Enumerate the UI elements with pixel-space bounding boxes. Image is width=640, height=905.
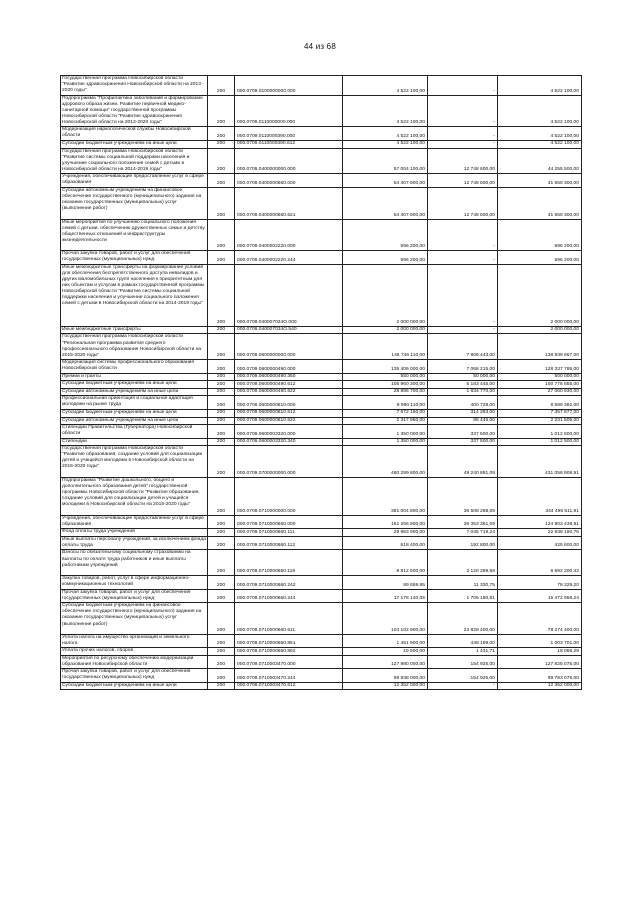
admin-code-cell: 200 [208,174,235,188]
row-name-cell: Иные межбюджетные трансферты [61,326,208,334]
approved-amount-cell: 105 960 300,00 [343,381,428,389]
approved-amount-cell: 1 350 000,00 [343,438,428,446]
executed-amount-cell: 400 728,00 [428,396,498,410]
row-name-cell: Профессиональная ориентация и социальная адаптация молодежи на рынке труда [61,396,208,410]
executed-amount-cell: - [428,219,498,251]
row-name-cell: Закупка товаров, работ, услуг в сфере информационно-коммуникационных технологий [61,576,208,590]
admin-code-cell: 200 [208,127,235,141]
budget-table [60,75,582,690]
budget-classification-code-cell: 000.0709.0600000810.000 [235,396,343,410]
budget-classification-code-cell: 000.0709.0600003320.000 [235,425,343,439]
executed-amount-cell: 86 445,00 [428,417,498,425]
row-name-cell: Иные выплаты персоналу учреждений, за исключением фонда оплаты труда [61,536,208,550]
admin-code-cell: 200 [208,396,235,410]
row-name-cell: Субсидии бюджетным учреждениям на иные цели [61,682,208,690]
approved-amount-cell: 161 256 800,00 [343,515,428,529]
remaining-amount-cell: 100 776 855,00 [498,381,582,389]
budget-classification-code-cell: 000.0709.0710003470.612 [235,682,343,690]
remaining-amount-cell: 124 903 438,91 [498,515,582,529]
executed-amount-cell: 36 508 288,09 [428,477,498,515]
budget-classification-code-cell: 000.0709.0400000660.000 [235,174,343,188]
remaining-amount-cell: 78 274 400,00 [498,603,582,635]
row-name-cell: Учреждения, обеспечивающие предоставление услуг в сфере образования [61,174,208,188]
executed-amount-cell: 337 500,00 [428,438,498,446]
remaining-amount-cell: 15 472 959,24 [498,589,582,603]
approved-amount-cell: 2 317 950,00 [343,417,428,425]
executed-amount-cell: 1 834 770,00 [428,388,498,396]
table-row [61,219,582,251]
row-name-cell: Подпрограмма "Профилактика заболеваний и формирование здорового образа жизни. Развитие первичной медико-санитарной помощи" государственной программы Новосибирской области "Развитие здравоохранения Новосибирской области на 2013-2020 годы" [61,95,208,127]
admin-code-cell: 200 [208,477,235,515]
remaining-amount-cell: 431 058 908,91 [498,446,582,478]
remaining-amount-cell: 1 003 701,00 [498,635,582,648]
table-row [61,529,582,537]
row-name-cell: Субсидии автономным учреждениям на иные цели [61,417,208,425]
admin-code-cell: 200 [208,589,235,603]
remaining-amount-cell: 41 659 300,00 [498,174,582,188]
executed-amount-cell: 2 120 299,58 [428,550,498,576]
approved-amount-cell: 381 004 800,00 [343,477,428,515]
row-name-cell: Уплата налога на имущество организаций и земельного налога [61,635,208,648]
row-name-cell: Модернизация системы профессионального образования Новосибирской области [61,360,208,374]
executed-amount-cell: 314 283,00 [428,409,498,417]
row-name-cell: Модернизация наркологической службы Новосибирской области [61,127,208,141]
table-row [61,409,582,417]
table-row [61,635,582,648]
approved-amount-cell: 2 000 000,00 [343,326,428,334]
row-name-cell: Мероприятия по ресурсному обеспечению модернизации образования Новосибирской области [61,655,208,669]
admin-code-cell: 200 [208,251,235,265]
admin-code-cell: 200 [208,529,235,537]
remaining-amount-cell: 128 337 785,00 [498,360,582,374]
budget-classification-code-cell: 000.0709.0600000490.622 [235,388,343,396]
row-name-cell: Субсидии автономным учреждениям на финансовое обеспечение государственного (муниципального) задания на оказание государственных (муниципальных) услуг (выполнение работ) [61,187,208,219]
admin-code-cell: 200 [208,334,235,360]
executed-amount-cell: 24 828 400,00 [428,603,498,635]
remaining-amount-cell: 596 200,00 [498,251,582,265]
row-name-cell: Премии и гранты [61,373,208,381]
executed-amount-cell: - [428,127,498,141]
admin-code-cell: 200 [208,219,235,251]
admin-code-cell: 200 [208,388,235,396]
budget-classification-code-cell: 000.0709.0600000000.000 [235,334,343,360]
table-row [61,425,582,439]
budget-classification-code-cell: 000.0709.0710000660.244 [235,589,343,603]
approved-amount-cell: 103 102 900,00 [343,603,428,635]
budget-classification-code-cell: 000.0709.0710000000.000 [235,477,343,515]
budget-classification-code-cell: 000.0709.0110000390.000 [235,127,343,141]
table-row [61,76,582,96]
budget-classification-code-cell: 000.0709.0600000810.612 [235,409,343,417]
admin-code-cell: 200 [208,148,235,174]
executed-amount-cell: - [428,95,498,127]
row-name-cell: Стипендии [61,438,208,446]
approved-amount-cell: 9 990 110,00 [343,396,428,410]
approved-amount-cell: 4 522 100,00 [343,95,428,127]
remaining-amount-cell: 7 357 877,00 [498,409,582,417]
table-row [61,648,582,656]
remaining-amount-cell: 344 496 511,91 [498,477,582,515]
executed-amount-cell: 12 748 600,00 [428,148,498,174]
table-row [61,264,582,326]
executed-amount-cell: - [428,682,498,690]
table-row [61,669,582,683]
executed-amount-cell: 7 068 215,00 [428,360,498,374]
admin-code-cell: 200 [208,425,235,439]
row-name-cell: Субсидии бюджетным учреждениям на иные цели [61,381,208,389]
remaining-amount-cell: 99 783 075,00 [498,669,582,683]
admin-code-cell: 200 [208,326,235,334]
executed-amount-cell: 12 748 600,00 [428,174,498,188]
table-row [61,536,582,550]
table-row [61,140,582,148]
executed-amount-cell: 11 330,75 [428,576,498,590]
budget-classification-code-cell: 000.0709.0400000000.000 [235,148,343,174]
approved-amount-cell: 4 522 100,00 [343,76,428,96]
table-row [61,589,582,603]
remaining-amount-cell: 78 329,20 [498,576,582,590]
approved-amount-cell: 54 407 900,00 [343,187,428,219]
admin-code-cell: 200 [208,655,235,669]
row-name-cell: Взносы по обязательному социальному страхованию на выплаты по оплате труда работников и иные выплаты работникам учреждений [61,550,208,576]
table-row [61,381,582,389]
approved-amount-cell: 7 672 160,00 [343,409,428,417]
budget-classification-code-cell: 000.0709.0710000660.112 [235,536,343,550]
row-name-cell: Фонд оплаты труда учреждений [61,529,208,537]
executed-amount-cell: 154 925,00 [428,655,498,669]
approved-amount-cell: 135 406 000,00 [343,360,428,374]
approved-amount-cell: 29 983 900,00 [343,529,428,537]
admin-code-cell: 200 [208,95,235,127]
table-row [61,95,582,127]
approved-amount-cell: 4 522 100,00 [343,140,428,148]
remaining-amount-cell: 4 522 100,00 [498,95,582,127]
budget-classification-code-cell: 000.0709.0710000660.242 [235,576,343,590]
remaining-amount-cell: 2 000 000,00 [498,326,582,334]
executed-amount-cell: - [428,140,498,148]
budget-classification-code-cell: 000.0709.0710000660.111 [235,529,343,537]
budget-classification-code-cell: 000.0709.0710000660.852 [235,648,343,656]
remaining-amount-cell: 22 938 180,76 [498,529,582,537]
remaining-amount-cell: 425 600,00 [498,536,582,550]
table-row [61,373,582,381]
admin-code-cell: 200 [208,373,235,381]
row-name-cell: Государственная программа Новосибирской области "Региональная программа развития среднего профессионального образования Новосибирской области на 2015-2020 годы" [61,334,208,360]
approved-amount-cell: 1 350 000,00 [343,425,428,439]
row-name-cell: Иные межбюджетные трансферты на формирование условий для обеспечения беспрепятственного доступа инвалидов и других маломобильных групп населения к приоритетным для них объектам и услугам в рамках государственной программы Новосибирской области "Развитие системы социальной поддержки населения и улучшение социального положения семей с детьми в Новосибирской области на 2014-2019 годы" [61,264,208,326]
approved-amount-cell: 550 000,00 [343,373,428,381]
budget-classification-code-cell: 000.0709.0600000490.000 [235,360,343,374]
budget-classification-code-cell: 000.0709.0600000490.612 [235,381,343,389]
table-body [61,76,582,690]
executed-amount-cell: 448 199,00 [428,635,498,648]
table-row [61,682,582,690]
budget-classification-code-cell: 000.0709.0710000660.119 [235,550,343,576]
budget-classification-code-cell: 000.0709.0710000660.851 [235,635,343,648]
table-row [61,148,582,174]
row-name-cell: Субсидии бюджетным учреждениям на иные цели [61,140,208,148]
approved-amount-cell: 54 407 900,00 [343,174,428,188]
remaining-amount-cell: 9 589 382,00 [498,396,582,410]
executed-amount-cell: 1 431,71 [428,648,498,656]
executed-amount-cell: 49 240 891,09 [428,446,498,478]
budget-classification-code-cell: 000.0709.0400000660.621 [235,187,343,219]
table-row [61,515,582,529]
table-row [61,251,582,265]
approved-amount-cell: 127 980 000,00 [343,655,428,669]
remaining-amount-cell: 44 255 500,00 [498,148,582,174]
table-row [61,396,582,410]
table-row [61,655,582,669]
remaining-amount-cell: 27 060 930,00 [498,388,582,396]
remaining-amount-cell: 1 012 500,00 [498,438,582,446]
row-name-cell: Подпрограмма "Развитие дошкольного, общего и дополнительного образования детей" государственной программы Новосибирской области "Развитие образования, создание условий для социализации детей и учащейся молодежи в Новосибирской области на 2015-2020 годы" [61,477,208,515]
budget-classification-code-cell: 000.0709.0710000660.000 [235,515,343,529]
remaining-amount-cell: 18 068,29 [498,648,582,656]
budget-classification-code-cell: 000.0709.0700000000.000 [235,446,343,478]
budget-classification-code-cell: 000.0709.040007034О.000 [235,264,343,326]
admin-code-cell: 200 [208,648,235,656]
remaining-amount-cell: 4 522 100,00 [498,127,582,141]
page-number: 44 из 68 [304,42,336,51]
row-name-cell: Прочая закупка товаров, работ и услуг для обеспечения государственных (муниципальных) нужд [61,669,208,683]
admin-code-cell: 200 [208,603,235,635]
approved-amount-cell: 57 004 100,00 [343,148,428,174]
approved-amount-cell: 146 746 110,00 [343,334,428,360]
admin-code-cell: 200 [208,536,235,550]
row-name-cell: Прочая закупка товаров, работ и услуг для обеспечения государственных (муниципальных) нужд [61,251,208,265]
row-name-cell: Иные мероприятия по улучшению социального положения семей с детьми, обеспечению дружественных семье и детству общественных отношений и инфраструктуры жизнедеятельности [61,219,208,251]
budget-classification-code-cell: 000.0709.0600003320.340 [235,438,343,446]
remaining-amount-cell: 2 000 000,00 [498,264,582,326]
executed-amount-cell: - [428,264,498,326]
table-row [61,326,582,334]
row-name-cell: Учреждения, обеспечивающие предоставление услуг в сфере образования [61,515,208,529]
budget-classification-code-cell: 000.0709.0100000000.000 [235,76,343,96]
admin-code-cell: 200 [208,669,235,683]
table-row [61,438,582,446]
executed-amount-cell: - [428,251,498,265]
row-name-cell: Государственная программа Новосибирской области "Развитие здравоохранения Новосибирской области на 2013 - 2020 годы" [61,76,208,96]
executed-amount-cell: 50 000,00 [428,373,498,381]
table-row [61,174,582,188]
remaining-amount-cell: 127 825 075,00 [498,655,582,669]
row-name-cell: Субсидии бюджетным учреждениям на финансовое обеспечение государственного (муниципального) задания на оказание государственных (муниципальных) услуг (выполнение работ) [61,603,208,635]
remaining-amount-cell: 1 012 500,00 [498,425,582,439]
table-row [61,127,582,141]
admin-code-cell: 200 [208,682,235,690]
executed-amount-cell: - [428,76,498,96]
table-row [61,446,582,478]
approved-amount-cell: 12 352 000,00 [343,682,428,690]
remaining-amount-cell: 500 000,00 [498,373,582,381]
approved-amount-cell: 4 522 100,00 [343,127,428,141]
row-name-cell: Субсидии автономным учреждениям на иные цели [61,388,208,396]
table-row [61,187,582,219]
approved-amount-cell: 99 938 000,00 [343,669,428,683]
table-row [61,334,582,360]
table-row [61,360,582,374]
admin-code-cell: 200 [208,635,235,648]
admin-code-cell: 200 [208,360,235,374]
budget-classification-code-cell: 000.0709.0110000000.000 [235,95,343,127]
remaining-amount-cell: 2 231 505,00 [498,417,582,425]
table-row [61,603,582,635]
row-name-cell: Прочая закупка товаров, работ и услуг для обеспечения государственных (муниципальных) нужд [61,589,208,603]
admin-code-cell: 200 [208,446,235,478]
row-name-cell: Государственная программа Новосибирской области "Развитие образования, создание условий для социализации детей и учащейся молодежи в Новосибирской области на 2015-2020 годы" [61,446,208,478]
budget-classification-code-cell: 000.0709.0710003470.244 [235,669,343,683]
remaining-amount-cell: 4 522 100,00 [498,76,582,96]
row-name-cell: Субсидии бюджетным учреждениям на иные цели [61,409,208,417]
budget-classification-code-cell: 000.0709.040007034О.540 [235,326,343,334]
row-name-cell: Государственная программа Новосибирской области "Развитие системы социальной поддержки населения и улучшение социального положения семей с детьми в Новосибирской области на 2014-2019 годы" [61,148,208,174]
row-name-cell: Стипендии Правительства (Губернатора) Новосибирской области [61,425,208,439]
admin-code-cell: 200 [208,550,235,576]
approved-amount-cell: 89 659,95 [343,576,428,590]
executed-amount-cell: 154 925,00 [428,669,498,683]
approved-amount-cell: 618 400,00 [343,536,428,550]
executed-amount-cell: 36 353 361,09 [428,515,498,529]
approved-amount-cell: 596 200,00 [343,251,428,265]
table-row [61,477,582,515]
executed-amount-cell: 5 183 445,00 [428,381,498,389]
remaining-amount-cell: 596 200,00 [498,219,582,251]
approved-amount-cell: 596 200,00 [343,219,428,251]
approved-amount-cell: 480 299 800,00 [343,446,428,478]
admin-code-cell: 200 [208,515,235,529]
executed-amount-cell: - [428,326,498,334]
table-row [61,388,582,396]
admin-code-cell: 200 [208,438,235,446]
remaining-amount-cell: 6 692 200,42 [498,550,582,576]
approved-amount-cell: 2 000 000,00 [343,264,428,326]
approved-amount-cell: 17 178 140,05 [343,589,428,603]
executed-amount-cell: 12 748 600,00 [428,187,498,219]
remaining-amount-cell: 138 939 667,00 [498,334,582,360]
approved-amount-cell: 1 451 900,00 [343,635,428,648]
table-row [61,417,582,425]
approved-amount-cell: 8 812 500,00 [343,550,428,576]
approved-amount-cell: 28 895 700,00 [343,388,428,396]
budget-classification-code-cell: 000.0709.0710000660.611 [235,603,343,635]
executed-amount-cell: 7 806 443,00 [428,334,498,360]
remaining-amount-cell: 12 352 000,00 [498,682,582,690]
table-row [61,576,582,590]
budget-classification-code-cell: 000.0709.0600000810.622 [235,417,343,425]
remaining-amount-cell: 4 522 100,00 [498,140,582,148]
row-name-cell: Уплата прочих налогов, сборов [61,648,208,656]
executed-amount-cell: 1 705 180,81 [428,589,498,603]
budget-classification-code-cell: 000.0709.0400002220.244 [235,251,343,265]
admin-code-cell: 200 [208,417,235,425]
admin-code-cell: 200 [208,381,235,389]
executed-amount-cell: 192 800,00 [428,536,498,550]
admin-code-cell: 200 [208,409,235,417]
admin-code-cell: 200 [208,576,235,590]
executed-amount-cell: 337 500,00 [428,425,498,439]
approved-amount-cell: 19 500,00 [343,648,428,656]
admin-code-cell: 200 [208,264,235,326]
budget-classification-code-cell: 000.0709.0110000390.612 [235,140,343,148]
executed-amount-cell: 7 045 719,24 [428,529,498,537]
budget-classification-code-cell: 000.0709.0600000490.350 [235,373,343,381]
admin-code-cell: 200 [208,140,235,148]
admin-code-cell: 200 [208,76,235,96]
remaining-amount-cell: 41 659 300,00 [498,187,582,219]
table-row [61,550,582,576]
budget-classification-code-cell: 000.0709.0400002220.000 [235,219,343,251]
budget-classification-code-cell: 000.0709.0710003470.000 [235,655,343,669]
admin-code-cell: 200 [208,187,235,219]
